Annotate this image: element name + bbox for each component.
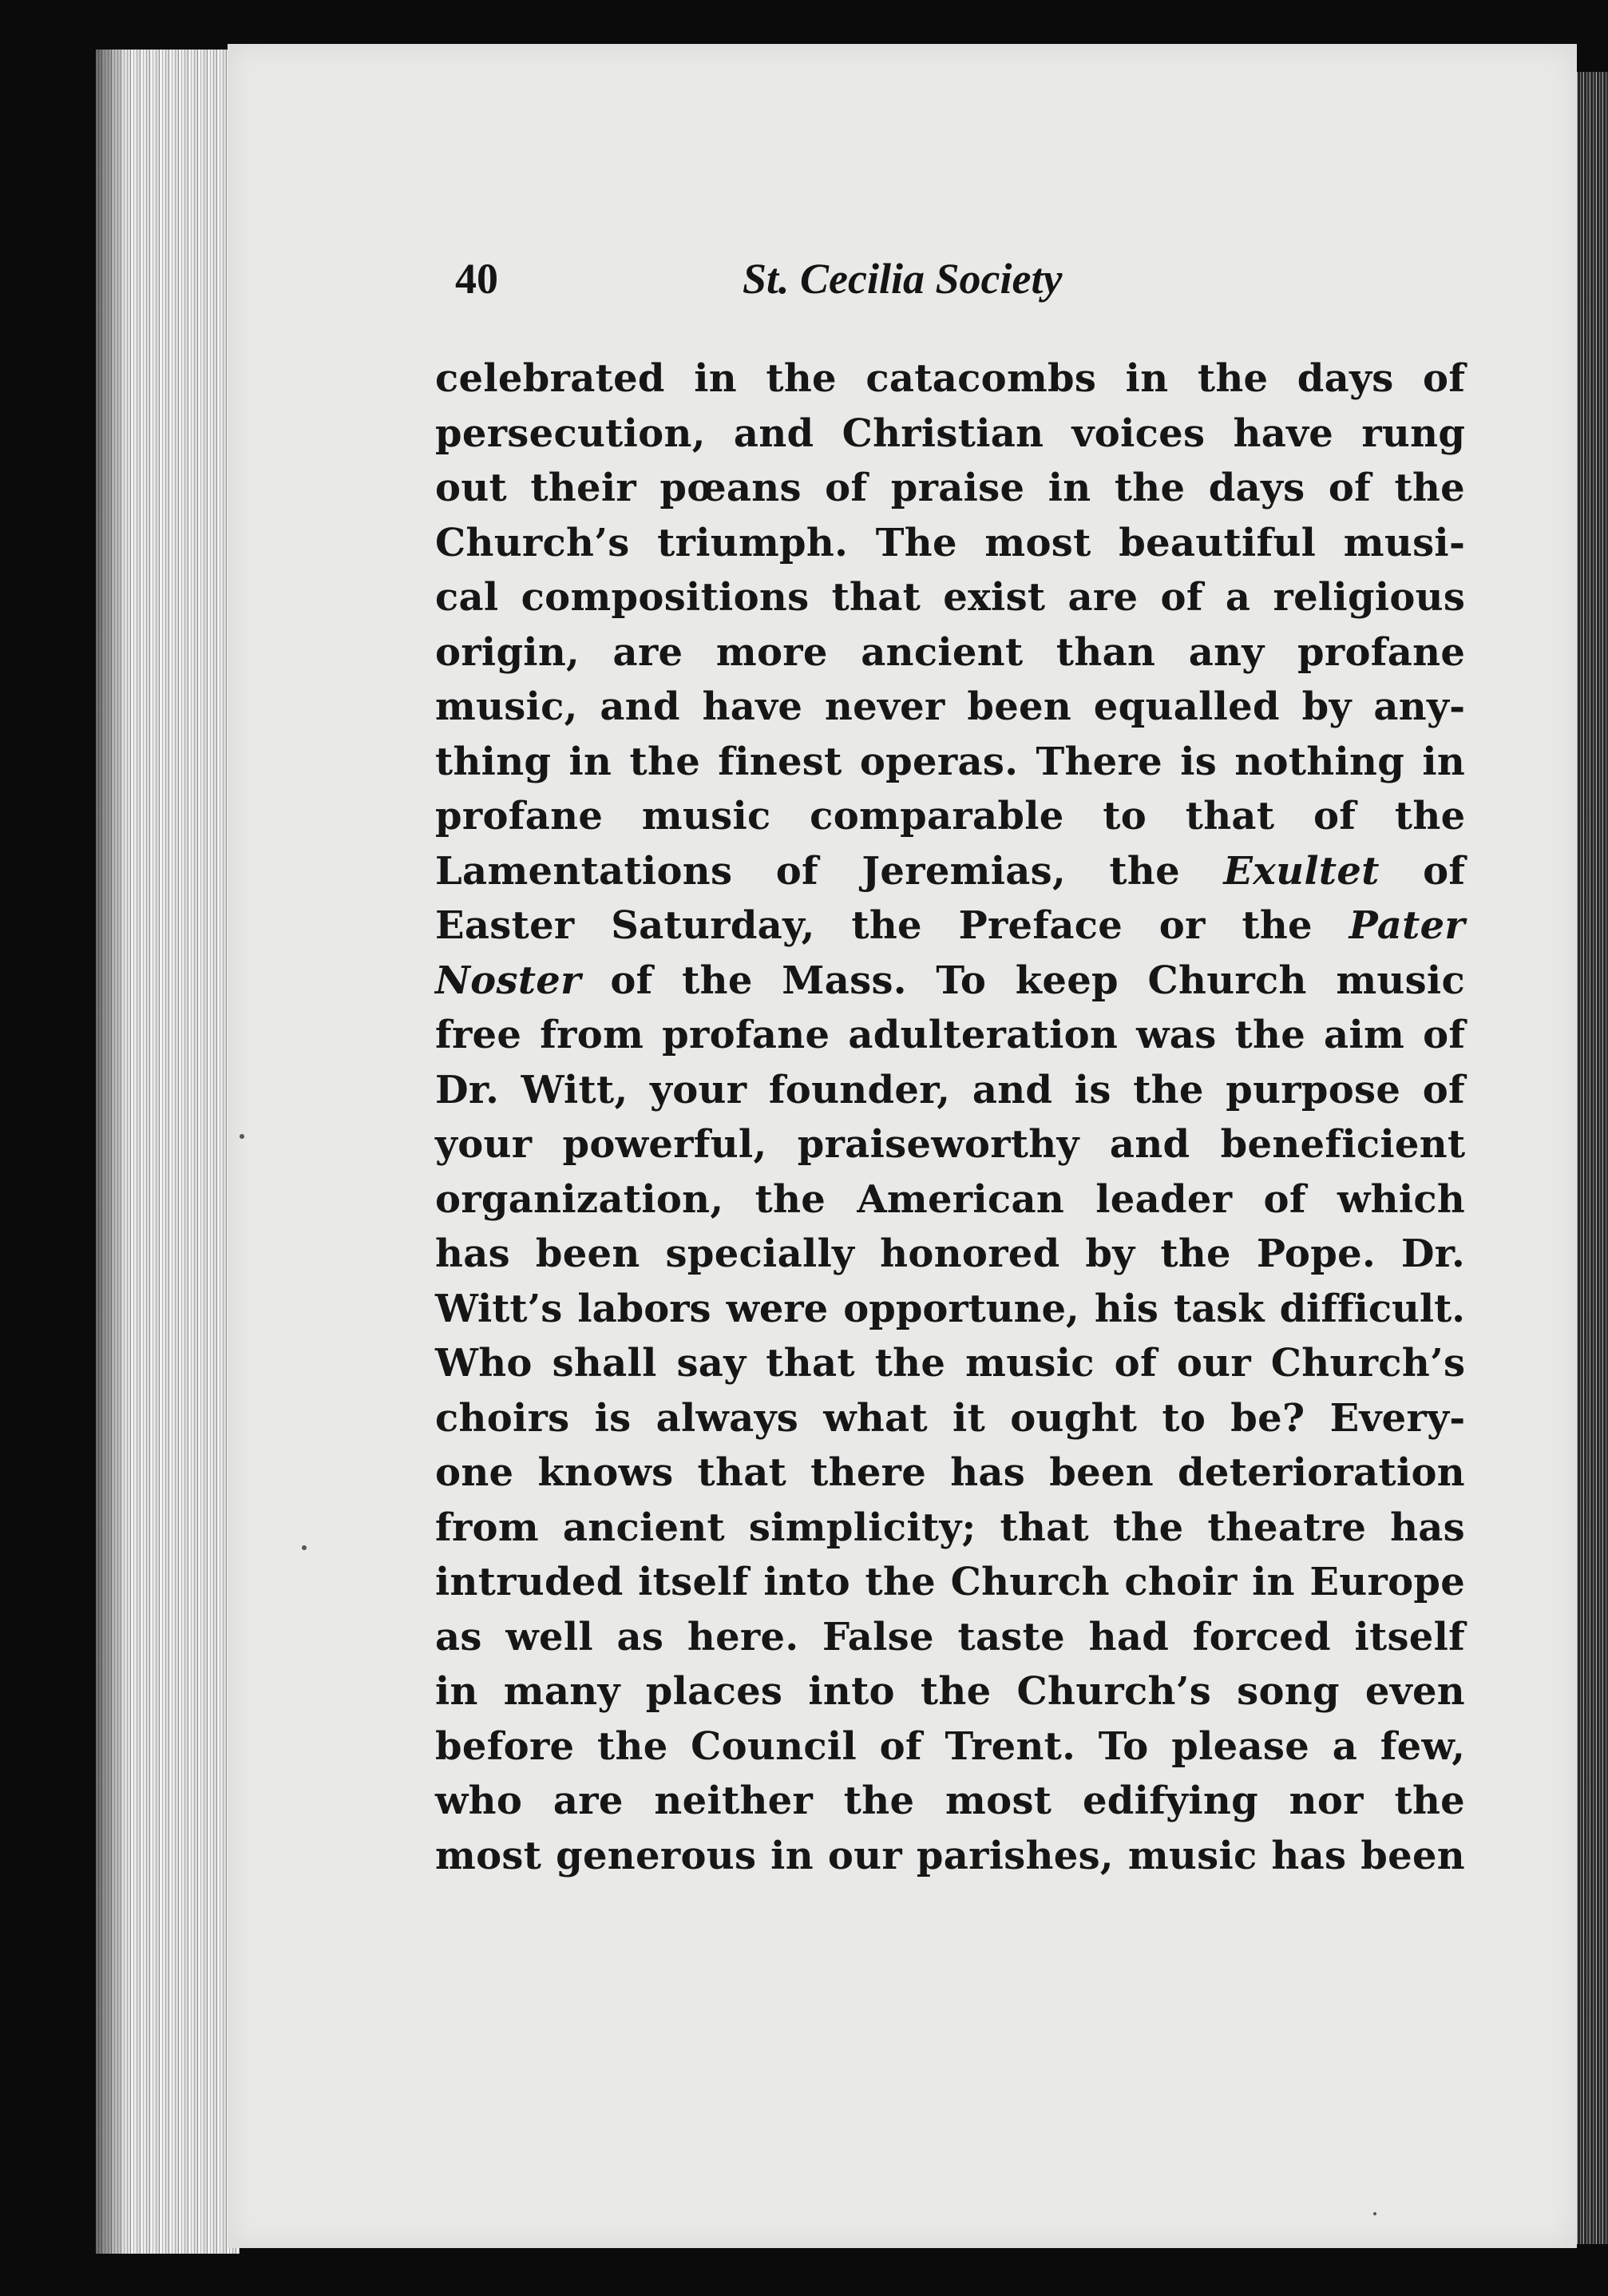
text-line bbox=[435, 351, 1465, 406]
text-run: cal compositions that exist are of a religious bbox=[435, 575, 1466, 620]
text-line bbox=[435, 1445, 1465, 1501]
text-line bbox=[435, 1501, 1465, 1556]
text-run: thing in the finest operas. There is nothing in bbox=[435, 739, 1466, 784]
text-line bbox=[435, 1610, 1465, 1665]
page-number: 40 bbox=[455, 255, 498, 303]
text-line bbox=[435, 680, 1465, 735]
italic-text-run: Pater bbox=[1349, 903, 1465, 948]
text-run: one knows that there has been deterioration bbox=[435, 1450, 1465, 1495]
text-run: Witt’s labors were opportune, his task difficult. bbox=[435, 1286, 1465, 1331]
text-line bbox=[435, 461, 1465, 516]
text-run: intruded itself into the Church choir in Europe bbox=[435, 1560, 1466, 1604]
text-line bbox=[435, 406, 1465, 462]
text-line bbox=[435, 735, 1465, 790]
text-run: organization, the American leader of which bbox=[435, 1176, 1466, 1222]
text-line bbox=[435, 898, 1465, 954]
italic-text-run: Exultet bbox=[1223, 848, 1380, 894]
text-line bbox=[435, 1282, 1465, 1337]
text-line bbox=[435, 625, 1465, 680]
text-line bbox=[435, 570, 1465, 625]
text-run: persecution, and Christian voices have rung bbox=[435, 410, 1466, 456]
page-speck bbox=[1373, 2212, 1376, 2215]
text-run: most generous in our parishes, music has been bbox=[435, 1833, 1465, 1878]
text-run: Church’s triumph. The most beautiful musi- bbox=[435, 520, 1466, 565]
text-line bbox=[435, 1227, 1465, 1282]
page-speck bbox=[302, 1545, 307, 1550]
text-line bbox=[435, 1336, 1465, 1391]
text-run: Easter Saturday, the Preface or the bbox=[435, 903, 1349, 948]
text-run: has been specially honored by the Pope. Dr. bbox=[435, 1231, 1465, 1276]
text-line bbox=[435, 1117, 1465, 1172]
text-line bbox=[435, 1008, 1465, 1063]
text-line bbox=[435, 1829, 1465, 1884]
text-run: your powerful, praiseworthy and beneficient bbox=[435, 1122, 1466, 1167]
text-line bbox=[435, 1172, 1465, 1227]
text-run: origin, are more ancient than any profane bbox=[435, 629, 1466, 675]
page-header bbox=[455, 254, 1333, 326]
text-run: celebrated in the catacombs in the days of bbox=[435, 356, 1466, 401]
text-run: Lamentations of Jeremias, the bbox=[435, 848, 1224, 894]
text-run: choirs is always what it ought to be? Every- bbox=[435, 1395, 1466, 1441]
text-run: who are neither the most edifying nor the bbox=[435, 1779, 1466, 1823]
text-line bbox=[435, 954, 1465, 1009]
body-text bbox=[435, 351, 1465, 1883]
italic-text-run: Noster bbox=[435, 958, 581, 1003]
text-run: music, and have never been equalled by any- bbox=[435, 684, 1466, 729]
text-run: from ancient simplicity; that the theatre has bbox=[435, 1505, 1465, 1550]
text-run: in many places into the Church’s song even bbox=[435, 1669, 1465, 1714]
text-line bbox=[435, 1063, 1465, 1118]
page-speck bbox=[240, 1134, 244, 1139]
text-run: Dr. Witt, your founder, and is the purpose of bbox=[435, 1067, 1465, 1112]
text-run: Who shall say that the music of our Church’s bbox=[435, 1341, 1466, 1386]
text-run: before the Council of Trent. To please a few, bbox=[435, 1723, 1466, 1769]
text-line bbox=[435, 1719, 1465, 1775]
text-line bbox=[435, 1774, 1465, 1829]
text-line bbox=[435, 1664, 1465, 1719]
running-head: St. Cecilia Society bbox=[743, 255, 1063, 303]
text-line bbox=[435, 1555, 1465, 1610]
text-run: out their pœans of praise in the days of the bbox=[435, 466, 1465, 510]
text-run: as well as here. False taste had forced itself bbox=[435, 1614, 1466, 1660]
text-run: free from profane adulteration was the aim of bbox=[435, 1013, 1466, 1057]
text-run: profane music comparable to that of the bbox=[435, 794, 1466, 839]
text-run: of the Mass. To keep Church music bbox=[580, 958, 1465, 1003]
text-line bbox=[435, 516, 1465, 571]
text-line bbox=[435, 1391, 1465, 1446]
text-line bbox=[435, 789, 1465, 844]
text-line bbox=[435, 844, 1465, 899]
text-run: of bbox=[1379, 848, 1466, 894]
page-edge-shadow bbox=[96, 50, 128, 2254]
